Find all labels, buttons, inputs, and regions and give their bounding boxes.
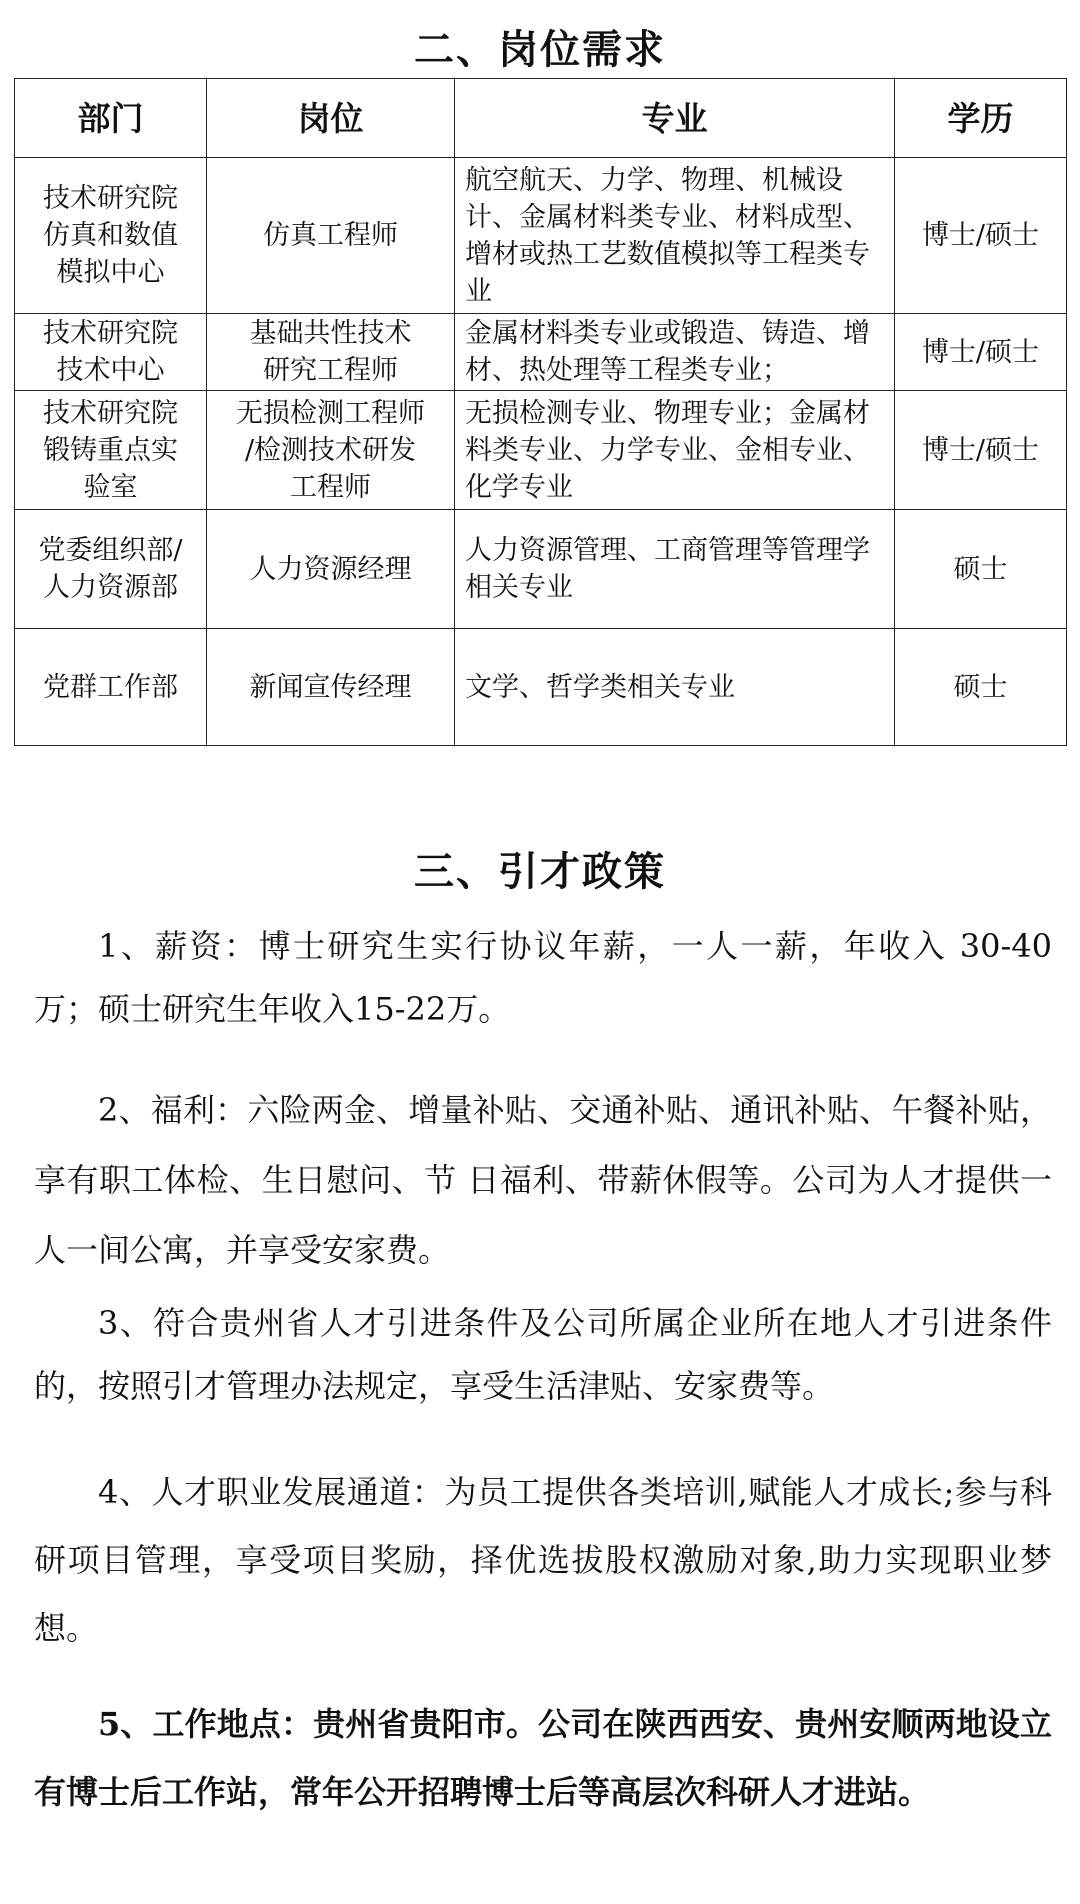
cell-department: 党群工作部 [15, 629, 207, 746]
table-row [15, 391, 1067, 510]
header-degree: 学历 [895, 79, 1067, 158]
cell-position: 仿真工程师 [207, 158, 455, 314]
policy-salary-paragraph: 1、薪资：博士研究生实行协议年薪，一人一薪，年收入 30-40万；硕士研究生年收入15-22万。 [34, 927, 1052, 1028]
policy-benefits-paragraph: 2、福利：六险两金、增量补贴、交通补贴、通讯补贴、午餐补贴，享有职工体检、生日慰问、节 日福利、带薪休假等。公司为人才提供一人一间公寓，并享受安家费。 [34, 1091, 1052, 1269]
cell-department: 技术研究院 技术中心 [15, 314, 207, 391]
cell-position: 基础共性技术 研究工程师 [207, 314, 455, 391]
cell-department: 技术研究院 锻铸重点实 验室 [15, 391, 207, 510]
policy-work-location-paragraph: 5、工作地点：贵州省贵阳市。公司在陕西西安、贵州安顺两地设立有博士后工作站，常年公开招聘博士后等高层次科研人才进站。 [34, 1705, 1052, 1811]
policy-career-development-paragraph: 4、人才职业发展通道：为员工提供各类培训,赋能人才成长;参与科研项目管理，享受项目奖励，择优选拔股权激励对象,助力实现职业梦想。 [34, 1473, 1052, 1647]
cell-department: 党委组织部/ 人力资源部 [15, 510, 207, 629]
table-row [15, 314, 1067, 391]
table-row [15, 510, 1067, 629]
table-row [15, 629, 1067, 746]
section-title-position-needs: 二、岗位需求 [414, 26, 666, 73]
table-header-row [15, 79, 1067, 158]
policy-talent-introduction-paragraph: 3、符合贵州省人才引进条件及公司所属企业所在地人才引进条件的，按照引才管理办法规定，享受生活津贴、安家费等。 [34, 1304, 1052, 1405]
cell-degree: 博士/硕士 [895, 391, 1067, 510]
cell-major: 无损检测专业、物理专业；金属材料类专业、力学专业、金相专业、化学专业 [455, 391, 895, 510]
header-major: 专业 [455, 79, 895, 158]
cell-position: 人力资源经理 [207, 510, 455, 629]
header-position: 岗位 [207, 79, 455, 158]
cell-degree: 硕士 [895, 629, 1067, 746]
table-row [15, 158, 1067, 314]
cell-major: 航空航天、力学、物理、机械设计、金属材料类专业、材料成型、增材或热工艺数值模拟等工程类专业 [455, 158, 895, 314]
cell-major: 文学、哲学类相关专业 [455, 629, 895, 746]
cell-position: 无损检测工程师 /检测技术研发 工程师 [207, 391, 455, 510]
cell-degree: 博士/硕士 [895, 314, 1067, 391]
cell-major: 金属材料类专业或锻造、铸造、增材、热处理等工程类专业； [455, 314, 895, 391]
cell-degree: 硕士 [895, 510, 1067, 629]
cell-position: 新闻宣传经理 [207, 629, 455, 746]
positions-table [14, 78, 1067, 746]
section-title-talent-policy: 三、引才政策 [414, 848, 666, 895]
cell-degree: 博士/硕士 [895, 158, 1067, 314]
header-department: 部门 [15, 79, 207, 158]
cell-department: 技术研究院 仿真和数值 模拟中心 [15, 158, 207, 314]
cell-major: 人力资源管理、工商管理等管理学相关专业 [455, 510, 895, 629]
